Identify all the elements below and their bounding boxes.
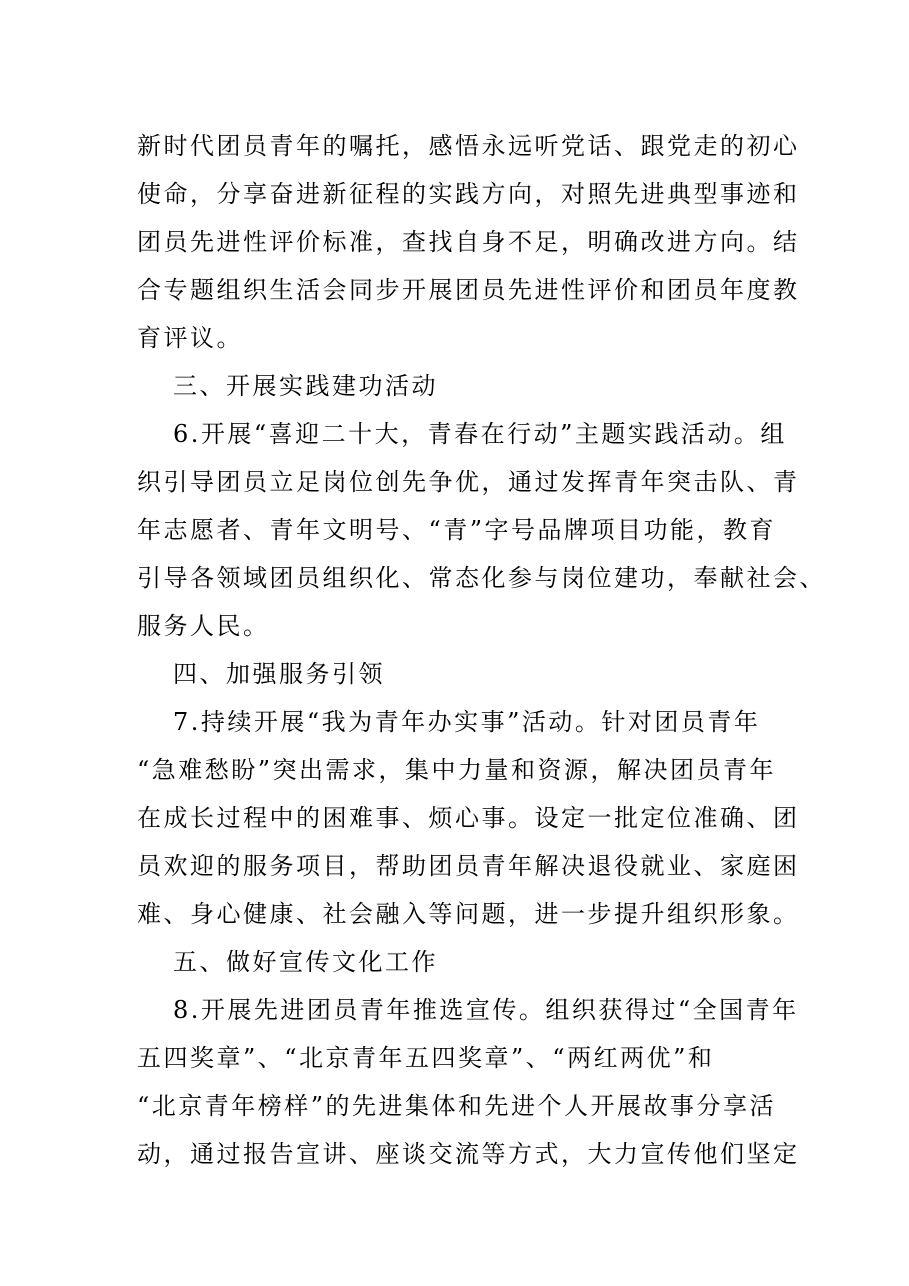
- paragraph-line: 7.持续开展“我为青年办实事”活动。针对团员青年: [173, 708, 761, 736]
- paragraph-line: 育评议。: [137, 324, 243, 352]
- paragraph-line: 合专题组织生活会同步开展团员先进性评价和团员年度教: [137, 276, 800, 304]
- section-heading: 三、开展实践建功活动: [173, 372, 438, 400]
- paragraph-line: 引导各领域团员组织化、常态化参与岗位建功，奉献社会、: [137, 564, 826, 592]
- body-text: [137, 122, 826, 1178]
- paragraph-line: “急难愁盼”突出需求，集中力量和资源，解决团员青年: [137, 756, 777, 784]
- paragraph-line: 动，通过报告宣讲、座谈交流等方式，大力宣传他们坚定: [137, 1140, 800, 1168]
- paragraph-line: 新时代团员青年的嘱托，感悟永远听党话、跟党走的初心: [137, 132, 800, 160]
- paragraph-line: “北京青年榜样”的先进集体和先进个人开展故事分享活: [137, 1092, 777, 1120]
- paragraph-line: 五四奖章”、“北京青年五四奖章”、“两红两优”和: [137, 1044, 715, 1072]
- paragraph-line: 服务人民。: [137, 612, 270, 640]
- paragraph-line: 年志愿者、青年文明号、“青”字号品牌项目功能，教育: [137, 516, 777, 544]
- section-heading: 四、加强服务引领: [173, 660, 385, 688]
- paragraph-line: 使命，分享奋进新征程的实践方向，对照先进典型事迹和: [137, 180, 800, 208]
- paragraph-line: 6.开展“喜迎二十大，青春在行动”主题实践活动。组: [173, 420, 787, 448]
- section-heading: 五、做好宣传文化工作: [173, 948, 438, 976]
- paragraph-line: 难、身心健康、社会融入等问题，进一步提升组织形象。: [137, 900, 800, 928]
- paragraph-line: 8.开展先进团员青年推选宣传。组织获得过“全国青年: [173, 996, 799, 1024]
- paragraph-line: 团员先进性评价标准，查找自身不足，明确改进方向。结: [137, 228, 800, 256]
- paragraph-line: 织引导团员立足岗位创先争优，通过发挥青年突击队、青: [137, 468, 800, 496]
- paragraph-line: 员欢迎的服务项目，帮助团员青年解决退役就业、家庭困: [137, 852, 800, 880]
- paragraph-line: 在成长过程中的困难事、烦心事。设定一批定位准确、团: [137, 804, 800, 832]
